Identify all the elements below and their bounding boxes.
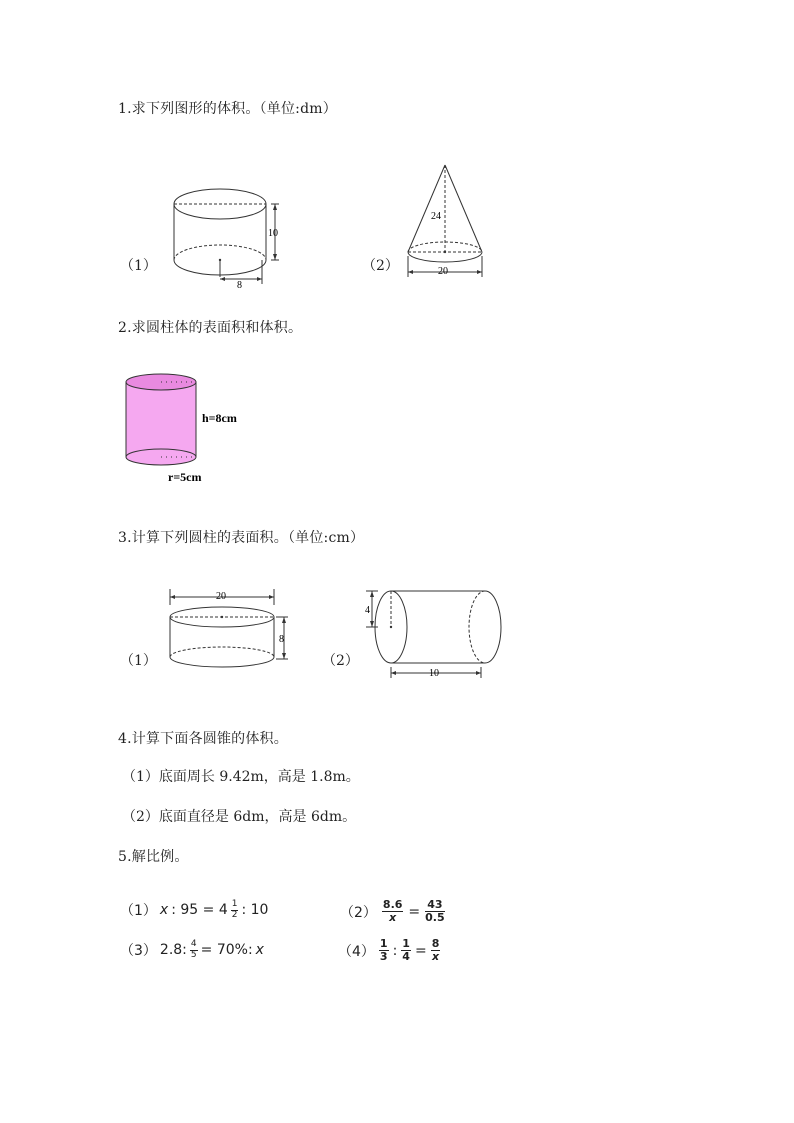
q1-fig1-label: （1） — [120, 258, 157, 274]
question-1-title: 1.求下列图形的体积。（单位:dm） — [118, 101, 337, 117]
question-3-title: 3.计算下列圆柱的表面积。（单位:cm） — [118, 530, 365, 546]
q5-item-4-label: （4） — [338, 943, 375, 960]
q3-cylinder-figure-1 — [162, 585, 302, 680]
q5-item-2-fraction-a: $\frac{8.6}{x}$ — [382, 898, 403, 925]
q4-item-1: （1）底面周长 9.42m，高是 1.8m。 — [122, 769, 360, 785]
q3-fig2-label: （2） — [322, 653, 359, 669]
q5-item-3-fraction: $\frac{4}{5}$ — [190, 939, 197, 960]
q2-cylinder-figure — [118, 368, 258, 493]
q2-radius-label: r=5cm — [168, 470, 202, 484]
q1-cone-figure — [402, 160, 492, 280]
q3-fig2-length: 10 — [429, 668, 439, 679]
q1-fig1-radius: 8 — [237, 280, 242, 290]
q3-fig1-height: 8 — [279, 634, 284, 645]
q5-item-3-label: （3） — [120, 943, 157, 960]
q5-item-4 — [338, 938, 440, 963]
q3-cylinder-figure-2 — [360, 585, 505, 685]
question-5-title: 5.解比例。 — [118, 849, 189, 865]
q2-height-label: h=8cm — [202, 411, 237, 425]
q5-item-1-rhs: : 10 — [241, 902, 269, 919]
q5-item-3-a: 2.8: — [159, 942, 187, 959]
q5-item-4-fraction-b: $\frac{1}{4}$ — [402, 937, 410, 964]
question-2-title: 2.求圆柱体的表面积和体积。 — [118, 320, 303, 336]
q5-item-1-mid: : 95 = 4 — [171, 902, 228, 919]
q3-fig1-diameter: 20 — [216, 591, 226, 602]
q3-fig1-label: （1） — [120, 653, 157, 669]
q1-cylinder-figure — [165, 180, 295, 290]
q5-item-1-var: x — [159, 902, 169, 919]
q2-cylinder-body — [126, 382, 196, 457]
q5-item-1 — [120, 900, 268, 921]
question-4-title: 4.计算下面各圆锥的体积。 — [118, 731, 288, 747]
q5-item-1-fraction: $\frac{1}{2}$ — [231, 899, 238, 920]
q1-fig2-label: （2） — [362, 258, 399, 274]
q5-item-4-colon: : — [392, 942, 398, 959]
q5-item-2-eq: = — [408, 903, 421, 920]
q5-item-2 — [340, 899, 445, 924]
q3-fig2-radius: 4 — [365, 605, 370, 616]
q1-fig2-diameter: 20 — [438, 266, 448, 277]
q5-item-2-fraction-b: $\frac{43}{0.5}$ — [425, 898, 445, 925]
q1-fig1-height: 10 — [268, 228, 278, 239]
q5-item-1-label: （1） — [120, 903, 157, 920]
q5-item-4-fraction-c: $\frac{8}{x}$ — [431, 937, 440, 964]
q5-item-3-var: x — [255, 942, 264, 959]
q5-item-2-label: （2） — [340, 904, 377, 921]
q4-item-2: （2）底面直径是 6dm，高是 6dm。 — [122, 809, 357, 825]
q5-item-4-eq: = — [414, 942, 427, 959]
q1-fig2-height: 24 — [431, 211, 441, 222]
q5-item-4-fraction-a: $\frac{1}{3}$ — [379, 937, 388, 964]
q5-item-3-rhs: = 70%: — [200, 942, 253, 959]
q5-item-3 — [120, 940, 264, 961]
